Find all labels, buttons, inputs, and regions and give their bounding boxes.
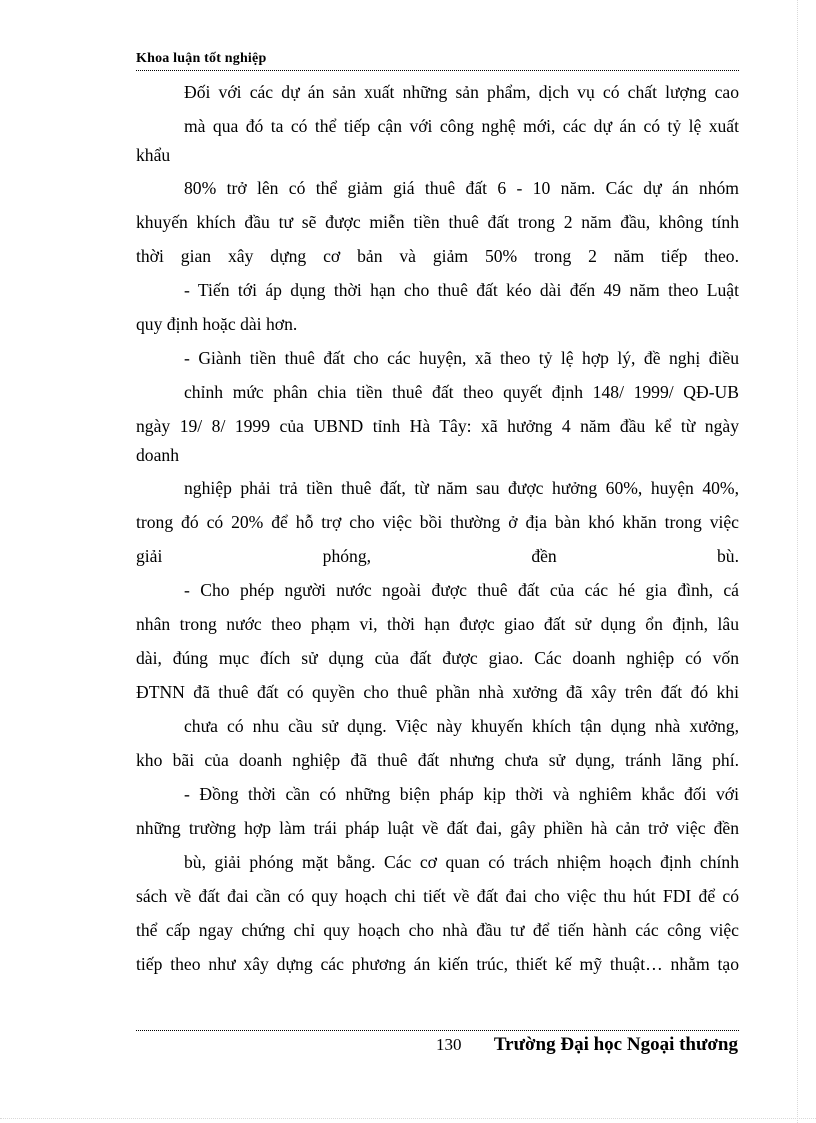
- header-rule: [136, 70, 739, 71]
- text-line: khuyến khích đầu tư sẽ được miễn tiền thuê đất trong 2 năm đầu, không tính: [136, 212, 739, 232]
- text-line: những trường hợp làm trái pháp luật về đất đai, gây phiền hà cản trở việc đền: [136, 818, 739, 838]
- text-line: - Giành tiền thuê đất cho các huyện, xã theo tỷ lệ hợp lý, đề nghị điều: [184, 348, 739, 368]
- text-line: kho bãi của doanh nghiệp đã thuê đất nhưng chưa sử dụng, tránh lãng phí.: [136, 750, 739, 770]
- text-line: - Cho phép người nước ngoài được thuê đất của các hé gia đình, cá: [184, 580, 739, 600]
- page-frame-right: [797, 0, 798, 1123]
- text-line: thời gian xây dựng cơ bản và giảm 50% trong 2 năm tiếp theo.: [136, 246, 739, 266]
- text-line: bù, giải phóng mặt bằng. Các cơ quan có trách nhiệm hoạch định chính: [184, 852, 739, 872]
- text-line: chưa có nhu cầu sử dụng. Việc này khuyến khích tận dụng nhà xưởng,: [184, 716, 739, 736]
- text-line: 80% trở lên có thể giảm giá thuê đất 6 - 10 năm. Các dự án nhóm: [184, 178, 739, 198]
- text-line: giải phóng, đền bù.: [136, 546, 739, 566]
- body-text: [136, 75, 739, 981]
- text-line: ngày 19/ 8/ 1999 của UBND tỉnh Hà Tây: xã hưởng 4 năm đầu kể từ ngày: [136, 416, 739, 436]
- text-line: trong đó có 20% để hỗ trợ cho việc bồi thường ở địa bàn khó khăn trong việc: [136, 512, 739, 532]
- footer-school-name: Trường Đại học Ngoại thương: [493, 1034, 738, 1055]
- text-line: tiếp theo như xây dựng các phương án kiến trúc, thiết kế mỹ thuật… nhằm tạo: [136, 954, 739, 974]
- footer-rule: [136, 1030, 739, 1031]
- text-line: nhân trong nước theo phạm vi, thời hạn được giao đất sử dụng ổn định, lâu: [136, 614, 739, 634]
- text-line: Đối với các dự án sản xuất những sản phẩm, dịch vụ có chất lượng cao: [184, 82, 739, 102]
- text-line: dài, đúng mục đích sử dụng của đất được giao. Các doanh nghiệp có vốn: [136, 648, 739, 668]
- text-line: - Đồng thời cần có những biện pháp kịp thời và nghiêm khắc đối với: [184, 784, 739, 804]
- text-line: ĐTNN đã thuê đất có quyền cho thuê phần nhà xưởng đã xây trên đất đó khi: [136, 682, 739, 702]
- text-line: quy định hoặc dài hơn.: [136, 314, 298, 334]
- header-title: Khoa luận tốt nghiệp: [136, 51, 267, 66]
- text-line: mà qua đó ta có thể tiếp cận với công nghệ mới, các dự án có tỷ lệ xuất: [184, 116, 739, 136]
- text-line: sách về đất đai cần có quy hoạch chi tiết về đất đai cho việc thu hút FDI để có: [136, 886, 739, 906]
- text-line: nghiệp phải trả tiền thuê đất, từ năm sau được hưởng 60%, huyện 40%,: [184, 478, 739, 498]
- text-line: - Tiến tới áp dụng thời hạn cho thuê đất kéo dài đến 49 năm theo Luật: [184, 280, 739, 300]
- page-number: 130: [436, 1035, 462, 1054]
- page-frame-bottom: [0, 1118, 816, 1119]
- text-line: khẩu: [136, 145, 171, 165]
- text-line: chỉnh mức phân chia tiền thuê đất theo quyết định 148/ 1999/ QĐ-UB: [184, 382, 739, 402]
- text-line: doanh: [136, 445, 179, 465]
- text-line: thể cấp ngay chứng chỉ quy hoạch cho nhà đầu tư để tiến hành các công việc: [136, 920, 739, 940]
